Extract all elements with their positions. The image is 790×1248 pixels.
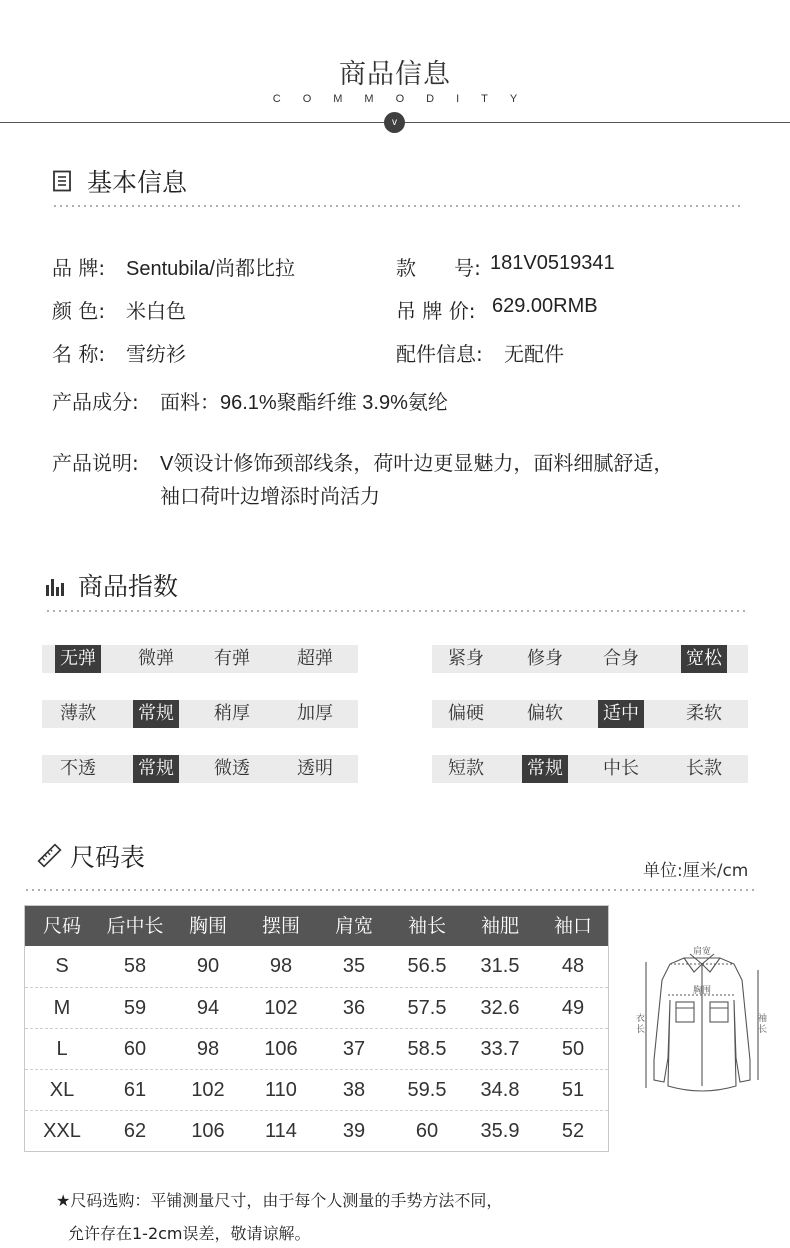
size-table xyxy=(24,905,609,1152)
index-row-right xyxy=(432,755,748,783)
table-header-cell: 尺码 xyxy=(42,915,81,937)
index-row-left xyxy=(42,755,358,783)
table-cell: 49 xyxy=(561,997,585,1019)
index-row-right xyxy=(432,700,748,728)
table-cell: 31.5 xyxy=(480,955,520,977)
table-header-cell: 摆围 xyxy=(261,915,300,937)
description-line-2: 袖口荷叶边增添时尚活力 xyxy=(160,486,380,508)
index-option: 薄款 xyxy=(60,703,96,724)
index-option: 紧身 xyxy=(448,648,484,669)
description-line-1: V领设计修饰颈部线条，荷叶边更显魅力，面料细腻舒适， xyxy=(160,453,674,475)
style-label: 款 号: xyxy=(396,256,481,280)
table-header-cell: 袖长 xyxy=(407,915,446,937)
table-cell: 39 xyxy=(342,1120,366,1142)
table-cell: 98 xyxy=(269,955,293,977)
table-cell: 57.5 xyxy=(407,997,447,1019)
index-title: 商品指数 xyxy=(78,572,179,601)
name-label: 名 称: xyxy=(52,342,106,366)
chest-label: 胸围 xyxy=(692,986,712,996)
color-value: 米白色 xyxy=(126,301,186,323)
dotted-divider xyxy=(52,205,744,207)
index-option: 有弹 xyxy=(214,648,250,669)
table-row xyxy=(25,1069,608,1110)
table-cell: 58.5 xyxy=(407,1038,447,1060)
table-cell: 102 xyxy=(191,1079,225,1101)
description-label: 产品说明: xyxy=(52,451,139,475)
shirt-diagram xyxy=(632,940,772,1104)
table-row xyxy=(25,1028,608,1069)
table-cell: 38 xyxy=(342,1079,366,1101)
table-cell: 37 xyxy=(342,1038,366,1060)
table-cell: 32.6 xyxy=(480,997,520,1019)
table-cell: 50 xyxy=(561,1038,585,1060)
table-cell: 98 xyxy=(196,1038,220,1060)
length-label: 衣长 xyxy=(636,1014,646,1035)
index-option: 柔软 xyxy=(686,703,722,724)
index-option: 宽松 xyxy=(681,645,727,673)
price-label: 吊 牌 价: xyxy=(396,299,476,323)
table-cell: 110 xyxy=(265,1079,297,1101)
table-header-cell: 后中长 xyxy=(106,915,164,937)
index-option: 中长 xyxy=(603,758,639,779)
table-cell: 94 xyxy=(196,997,220,1019)
index-option: 微透 xyxy=(214,758,250,779)
table-cell: 106 xyxy=(191,1120,225,1142)
bar-chart-icon xyxy=(45,576,67,602)
index-row-right xyxy=(432,645,748,673)
color-label: 颜 色: xyxy=(52,299,106,323)
index-option: 常规 xyxy=(133,700,179,728)
index-option: 修身 xyxy=(527,648,563,669)
table-cell: 52 xyxy=(561,1120,585,1142)
table-cell: 60 xyxy=(123,1038,147,1060)
index-option: 不透 xyxy=(60,758,96,779)
index-option: 偏软 xyxy=(527,703,563,724)
table-cell: 58 xyxy=(123,955,147,977)
table-header-cell: 袖肥 xyxy=(480,915,519,937)
index-option: 适中 xyxy=(598,700,644,728)
unit-label: 单位:厘米/cm xyxy=(643,861,749,881)
note-line-2: 允许存在1-2cm误差，敬请谅解。 xyxy=(68,1224,311,1243)
document-icon xyxy=(52,170,74,196)
index-option: 超弹 xyxy=(297,648,333,669)
table-cell: XXL xyxy=(43,1120,81,1142)
table-cell: 51 xyxy=(561,1079,585,1101)
table-row xyxy=(25,1110,608,1151)
table-header-cell: 胸围 xyxy=(188,915,227,937)
composition-label: 产品成分: xyxy=(52,390,139,414)
sleeve-label: 袖长 xyxy=(758,1014,768,1035)
index-option: 长款 xyxy=(686,758,722,779)
table-cell: S xyxy=(55,955,69,977)
table-cell: 114 xyxy=(265,1120,297,1142)
table-header-cell: 肩宽 xyxy=(334,915,373,937)
table-cell: 62 xyxy=(123,1120,147,1142)
index-option: 稍厚 xyxy=(214,703,250,724)
size-chart-title: 尺码表 xyxy=(70,843,146,872)
table-cell: 36 xyxy=(342,997,366,1019)
table-cell: 102 xyxy=(264,997,298,1019)
basic-info-title: 基本信息 xyxy=(87,168,188,197)
table-cell: 35 xyxy=(342,955,366,977)
index-option: 合身 xyxy=(603,648,639,669)
page-title: 商品信息 xyxy=(339,59,451,90)
table-cell: 34.8 xyxy=(480,1079,520,1101)
table-cell: 60 xyxy=(415,1120,439,1142)
shoulder-label: 肩宽 xyxy=(692,947,712,957)
table-cell: 59.5 xyxy=(407,1079,447,1101)
table-cell: 48 xyxy=(561,955,585,977)
table-cell: 59 xyxy=(123,997,147,1019)
accessory-label: 配件信息: xyxy=(396,342,483,366)
ruler-icon xyxy=(37,843,62,872)
table-cell: L xyxy=(56,1038,68,1060)
index-row-left xyxy=(42,700,358,728)
dotted-divider xyxy=(24,889,754,891)
table-cell: 56.5 xyxy=(407,955,447,977)
index-option: 加厚 xyxy=(297,703,333,724)
composition-value: 面料：96.1%聚酯纤维 3.9%氨纶 xyxy=(160,392,448,414)
index-option: 透明 xyxy=(297,758,333,779)
index-option: 偏硬 xyxy=(448,703,484,724)
table-header xyxy=(25,906,608,946)
style-value: 181V0519341 xyxy=(490,252,615,274)
page-subtitle: COMMODITY xyxy=(272,93,540,105)
index-option: 微弹 xyxy=(138,648,174,669)
table-cell: 106 xyxy=(264,1038,298,1060)
table-header-cell: 袖口 xyxy=(553,915,592,937)
table-cell: 61 xyxy=(123,1079,147,1101)
table-cell: XL xyxy=(49,1079,75,1101)
index-option: 短款 xyxy=(448,758,484,779)
accessory-value: 无配件 xyxy=(504,344,564,366)
table-cell: 90 xyxy=(196,955,220,977)
table-row xyxy=(25,946,608,987)
note-line-1: ★尺码选购：平铺测量尺寸，由于每个人测量的手势方法不同， xyxy=(56,1191,503,1210)
table-cell: M xyxy=(53,997,71,1019)
index-option: 常规 xyxy=(522,755,568,783)
table-row xyxy=(25,987,608,1028)
name-value: 雪纺衫 xyxy=(126,344,186,366)
index-row-left xyxy=(42,645,358,673)
table-cell: 35.9 xyxy=(480,1120,520,1142)
brand-value: Sentubila/尚都比拉 xyxy=(126,258,295,280)
index-option: 无弹 xyxy=(55,645,101,673)
brand-label: 品 牌: xyxy=(52,256,106,280)
price-value: 629.00RMB xyxy=(492,295,598,317)
table-cell: 33.7 xyxy=(480,1038,520,1060)
index-option: 常规 xyxy=(133,755,179,783)
chevron-down-icon: v xyxy=(384,112,405,133)
dotted-divider xyxy=(45,610,749,612)
